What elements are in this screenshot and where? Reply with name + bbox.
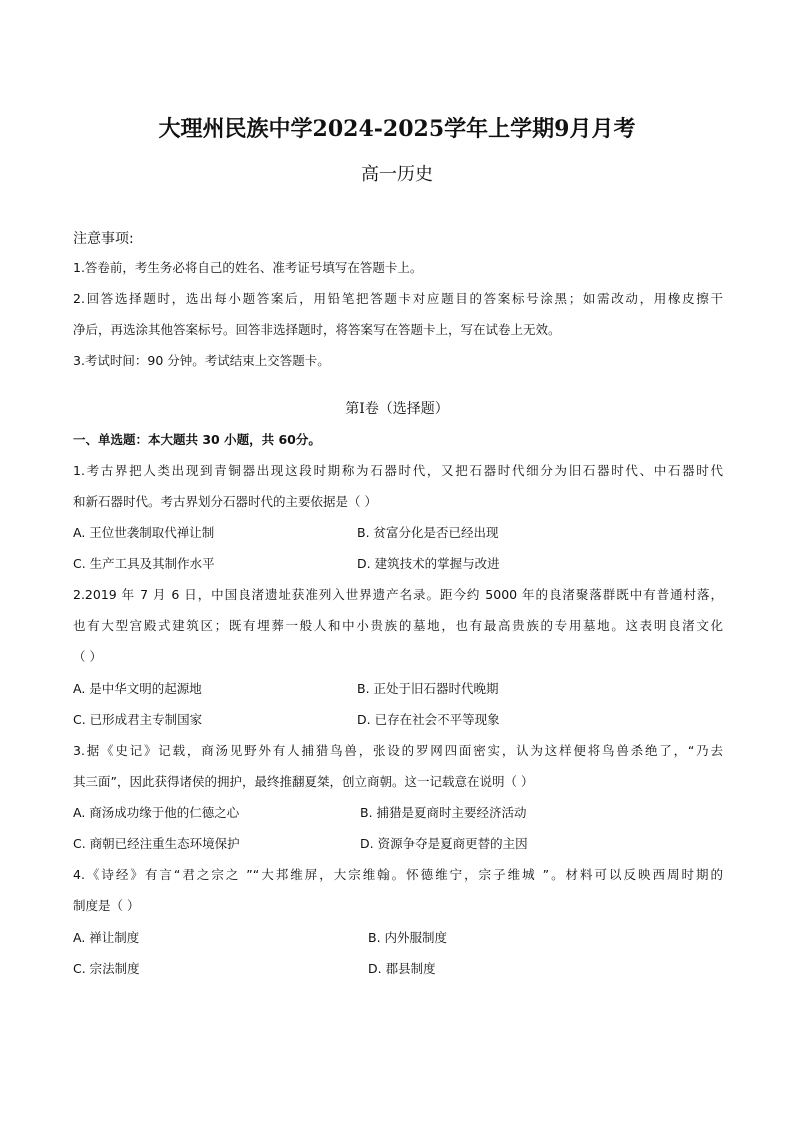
notice-item-2-line-2: 净后，再选涂其他答案标号。回答非选择题时，将答案写在答题卡上，写在试卷上无效。 <box>73 322 561 337</box>
question-4-line-1: 4.《诗经》有言“君之宗之 ”“大邦维屏，大宗维翰。怀德维宁，宗子维城 ”。材料可以反映西周时期的 <box>73 867 723 882</box>
notice-heading: 注意事项: <box>73 231 134 247</box>
question-3-option-a[interactable]: A. 商汤成功缘于他的仁德之心 <box>73 805 240 820</box>
notice-item-2-line-1: 2.回答选择题时，选出每小题答案后，用铅笔把答题卡对应题目的答案标号涂黑；如需改动，用橡皮擦干 <box>73 291 723 306</box>
question-4-option-b[interactable]: B. 内外服制度 <box>368 930 448 945</box>
question-3-line-2: 其三面”，因此获得诸侯的拥护，最终推翻夏桀，创立商朝。这一记载意在说明（ ） <box>73 774 534 789</box>
question-4-option-c[interactable]: C. 宗法制度 <box>73 961 140 976</box>
question-2-line-1: 2.2019 年 7 月 6 日，中国良渚遗址获准列入世界遗产名录。距今约 5000 年的良渚聚落群既中有普通村落， <box>73 587 723 602</box>
question-1-option-d[interactable]: D. 建筑技术的掌握与改进 <box>357 556 500 571</box>
exam-subject: 高一历史 <box>361 164 433 185</box>
question-2-option-c[interactable]: C. 已形成君主专制国家 <box>73 712 203 727</box>
section-title: 第Ⅰ卷（选择题） <box>345 401 449 417</box>
notice-item-1: 1.答卷前，考生务必将自己的姓名、准考证号填写在答题卡上。 <box>73 260 423 275</box>
question-3-option-c[interactable]: C. 商朝已经注重生态环境保护 <box>73 836 240 851</box>
part-heading: 一、单选题：本大题共 30 小题，共 60分。 <box>73 432 321 447</box>
question-1-option-b[interactable]: B. 贫富分化是否已经出现 <box>357 525 499 540</box>
exam-title: 大理州民族中学2024-2025学年上学期9月月考 <box>158 116 636 142</box>
question-1-line-2: 和新石器时代。考古界划分石器时代的主要依据是（ ） <box>73 494 377 509</box>
question-4-option-a[interactable]: A. 禅让制度 <box>73 930 140 945</box>
question-1-line-1: 1.考古界把人类出现到青铜器出现这段时期称为石器时代，又把石器时代细分为旧石器时代、中石器时代 <box>73 463 723 478</box>
question-1-option-c[interactable]: C. 生产工具及其制作水平 <box>73 556 215 571</box>
question-2-line-3: （ ） <box>73 649 102 664</box>
question-2-option-b[interactable]: B. 正处于旧石器时代晚期 <box>357 681 499 696</box>
question-3-option-b[interactable]: B. 捕猎是夏商时主要经济活动 <box>360 805 527 820</box>
question-2-option-a[interactable]: A. 是中华文明的起源地 <box>73 681 202 696</box>
question-4-line-2: 制度是（ ） <box>73 898 140 913</box>
question-2-line-2: 也有大型宫殿式建筑区；既有埋葬一般人和中小贵族的墓地，也有最高贵族的专用墓地。这表明良渚文化 <box>73 618 723 633</box>
question-2-option-d[interactable]: D. 已存在社会不平等现象 <box>357 712 500 727</box>
notice-item-3: 3.考试时间：90 分钟。考试结束上交答题卡。 <box>73 353 330 368</box>
question-4-option-d[interactable]: D. 郡县制度 <box>368 961 436 976</box>
question-1-option-a[interactable]: A. 王位世袭制取代禅让制 <box>73 525 215 540</box>
question-3-option-d[interactable]: D. 资源争夺是夏商更替的主因 <box>360 836 528 851</box>
question-3-line-1: 3.据《史记》记载，商汤见野外有人捕猎鸟兽，张设的罗网四面密实，认为这样便将鸟兽杀绝了，“乃去 <box>73 743 723 758</box>
